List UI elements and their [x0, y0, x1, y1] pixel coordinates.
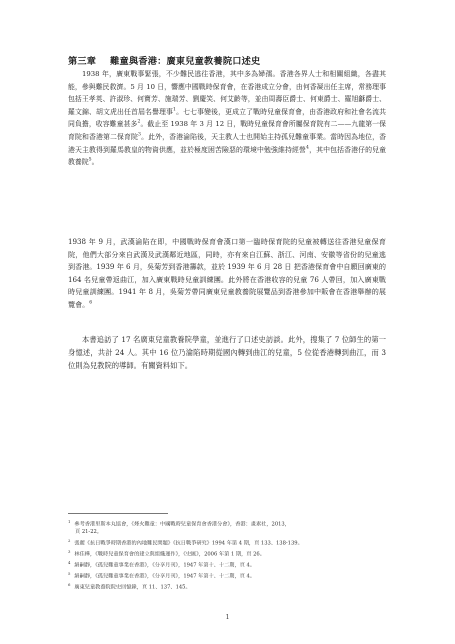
footnote-ref-3[interactable]: 3: [138, 132, 141, 138]
footnote-ref-4[interactable]: 4: [306, 145, 309, 151]
paragraph-3: 本書追訪了 17 名廣東兒童教養院學童，並進行了口述史訪談。此外，搜集了 7 位師生的第一身憶述，共計 24 人。其中 16 位乃淪陷時期從國內轉到曲江的兒童，5 位從香港轉到曲江，而 3 位則為兒教院的導師。有關資料如下。: [68, 335, 386, 371]
footnote-ref-5[interactable]: 5: [88, 157, 92, 163]
chapter-title: 難童與香港：廣東兒童教養院口述史: [110, 56, 261, 67]
footnote-marker: 1: [68, 519, 71, 524]
paragraph-1-text-a: 1938 年，廣東戰事緊張，不少難民逃往香港，其中多為婦孺。香港各界人士和相關組織，各盡其能，參與難民救濟。5 月 10 日，響應中國戰時保育會，在香港成立分會，由何香凝出任主席，常務理事包括王孝英、許淑珍、何寶芳、施瑞芳、劉慶笑、何艾齡等，並由周壽臣爵士、何東爵士、羅旭龢爵士、羅文錦、胡文虎出任首屆名譽理事: [68, 70, 386, 116]
footnote-text: 絹嗣靜，《孤兒難童事業在香港》，《分享月刊》，1947 年第十、十二期，頁 4。: [74, 573, 256, 580]
paragraph-1: [68, 68, 386, 169]
footnote-ref-6[interactable]: 6: [89, 300, 93, 306]
paragraph-1-text-f: 。: [91, 158, 99, 167]
footnotes-list: [68, 518, 386, 592]
footnote-item: [68, 548, 386, 559]
footnote-ref-1[interactable]: 1: [173, 107, 176, 113]
footnote-item: [68, 581, 386, 592]
chapter-number: 第三章: [68, 56, 97, 67]
footnote-text: 參考香港里斯本丸協會，《烽火難童：中國戰時兒童保育會香港分會》，香港：畫素社，2013，: [74, 521, 290, 528]
footnote-text: 張麗《抗日戰爭時期香港的內地難民問題》《抗日戰爭研究》1994 年第 4 期，頁 133、138-139。: [74, 540, 303, 547]
footnote-item: [68, 518, 386, 537]
footnote-marker: 4: [68, 559, 71, 565]
paragraph-1-text-e: ，其中包括香港仔的兒童教養院: [68, 145, 386, 167]
footnote-divider: [68, 513, 168, 514]
footnote-ref-2[interactable]: 2: [137, 120, 141, 126]
chapter-heading: [68, 53, 260, 67]
footnote-marker: 6: [68, 582, 71, 588]
footnote-item: [68, 537, 386, 548]
footnote-item: [68, 570, 386, 581]
footnote-marker: 3: [68, 548, 71, 554]
footnote-text: 廣東兒童教養院院史回憶錄，頁 11、137、145。: [74, 584, 191, 591]
paragraph-2-text: 1938 年 9 月，武漢淪陷在即，中國戰時保育會漢口第一臨時保育院的兒童被轉送往香港兒童保育院，他們大部分來自武漢及武漢鄰近地區，同時，亦有來自江蘇、浙江、河南、安徽等省份的兒童逃到香港。1939 年 6 月，吳菊芳到香港籌款，並於 1939 年 6 月 28 日 把香港保育會中自願回廣東的 164 名兒童帶返曲江，加入廣東戰時兒童訓練團。此外將在香港收容的兒童 76 人帶回，加入廣東戰時兒童訓練團。1941 年 8 月，吳菊芳帶同廣東兒童教養院展覽品到香港參加中販會在香港舉辦的展覽會。: [68, 237, 386, 309]
footnote-text: 絹嗣靜，《孤兒難童事業在香港》，《分享月刊》，1947 年第十、十二期，頁 4。: [74, 562, 256, 569]
footnote-item: [68, 559, 386, 570]
paragraph-1-text-b: 。七七事變後，更成立了戰時兒童保育會，由香港政府和社會名流共同負擔，收容難童甚多: [68, 107, 387, 129]
footnote-text-continued: 頁 21-22。: [75, 529, 102, 536]
footnote-marker: 2: [68, 537, 71, 543]
page-number: 1: [225, 614, 230, 621]
footnote-marker: 5: [68, 570, 71, 576]
footnote-text: 林佳樺，《戰時兒童保育會的建立與組織運作》，《史匯》，2006 年第 1 期，頁 26。: [74, 551, 265, 558]
paragraph-1-text-c: 。截止至 1938 年 3 月 12 日，戰時兒童保育會所屬保育院有二——九龍第一保育院和香港第二保育院: [68, 120, 387, 141]
paragraph-1-text-d: 。此外，香港淪陷後，天主教人士也開始主持孤兒難童事業。當時因為地位，香港天主教得到羅馬教皇的物資供應，並於極度困苦險惡的環境中勉強維持經營: [68, 132, 386, 154]
paragraph-2: [68, 236, 386, 312]
